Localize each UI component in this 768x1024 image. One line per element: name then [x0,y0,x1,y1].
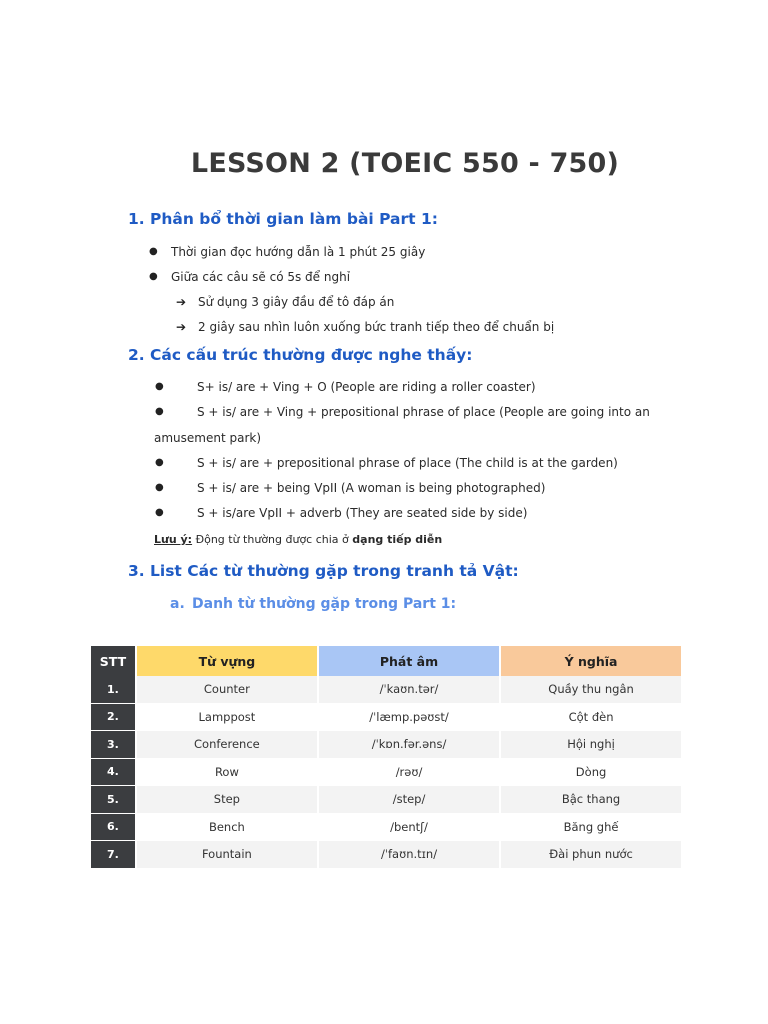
header-pronunciation: Phát âm [319,646,499,676]
row-number: 4. [91,759,135,787]
row-word: Bench [137,814,317,842]
row-meaning: Băng ghế [501,814,681,842]
note [154,533,442,546]
row-meaning: Hội nghị [501,731,681,759]
header-stt: STT [91,646,135,676]
row-meaning: Dòng [501,759,681,787]
section-1-bullet-1: Thời gian đọc hướng dẫn là 1 phút 25 giây [171,245,426,259]
arrow-right-icon: ➔ [176,320,187,334]
row-number: 5. [91,786,135,814]
section-2-bullet-3: S + is/ are + prepositional phrase of place (The child is at the garden) [197,456,618,470]
section-2-bullet-2: S + is/ are + Ving + prepositional phrase of place (People are going into an [197,405,650,419]
table-row [91,786,681,814]
row-word: Row [137,759,317,787]
row-number: 6. [91,814,135,842]
note-emphasis: dạng tiếp diễn [352,533,443,546]
bullet-icon: ● [155,482,164,493]
table-row [91,731,681,759]
bullet-icon: ● [149,271,158,282]
section-3a-heading [170,596,456,612]
row-pronunciation: /ˈlæmp.pəʊst/ [319,704,499,732]
row-pronunciation: /ˈkɒn.fər.əns/ [319,731,499,759]
section-3-heading [128,562,519,580]
section-3-title: List Các từ thường gặp trong tranh tả Vật: [150,562,519,580]
row-pronunciation: /rəʊ/ [319,759,499,787]
row-word: Conference [137,731,317,759]
vocabulary-table [89,646,683,869]
row-word: Lamppost [137,704,317,732]
row-word: Step [137,786,317,814]
table-row [91,759,681,787]
row-number: 3. [91,731,135,759]
section-3a-title: Danh từ thường gặp trong Part 1: [192,596,457,612]
section-1-title: Phân bổ thời gian làm bài Part 1: [150,210,438,228]
bullet-icon: ● [155,457,164,468]
table-row [91,676,681,704]
note-text: Động từ thường được chia ở [192,533,353,546]
row-meaning: Bậc thang [501,786,681,814]
section-1-arrow-2: 2 giây sau nhìn luôn xuống bức tranh tiếp theo để chuẩn bị [198,320,555,334]
page-title: LESSON 2 (TOEIC 550 - 750) [190,148,620,179]
section-2-title: Các cấu trúc thường được nghe thấy: [150,346,473,364]
section-3a-number: a. [170,596,185,612]
row-pronunciation: /step/ [319,786,499,814]
row-pronunciation: /ˈfaʊn.tɪn/ [319,841,499,869]
note-label: Lưu ý: [154,533,193,546]
section-2-number: 2. [128,346,145,364]
section-3-number: 3. [128,562,145,580]
section-1-bullet-2: Giữa các câu sẽ có 5s để nghỉ [171,270,351,284]
bullet-icon: ● [149,246,158,257]
section-2-bullet-2-continued: amusement park) [154,431,262,445]
section-2-bullet-5: S + is/are VpII + adverb (They are seated side by side) [197,506,528,520]
section-2-bullet-4: S + is/ are + being VpII (A woman is being photographed) [197,481,546,495]
row-number: 1. [91,676,135,704]
section-1-heading [128,210,438,228]
section-1-arrow-1: Sử dụng 3 giây đầu để tô đáp án [198,295,395,309]
table-row [91,841,681,869]
row-pronunciation: /ˈkaʊn.tər/ [319,676,499,704]
section-1-number: 1. [128,210,145,228]
bullet-icon: ● [155,406,164,417]
table-header-row [91,646,681,676]
row-meaning: Đài phun nước [501,841,681,869]
row-number: 2. [91,704,135,732]
bullet-icon: ● [155,507,164,518]
row-meaning: Cột đèn [501,704,681,732]
row-pronunciation: /bentʃ/ [319,814,499,842]
section-2-bullet-1: S+ is/ are + Ving + O (People are riding a roller coaster) [197,380,536,394]
table-row [91,814,681,842]
header-word: Từ vựng [137,646,317,676]
bullet-icon: ● [155,381,164,392]
row-word: Fountain [137,841,317,869]
row-number: 7. [91,841,135,869]
row-word: Counter [137,676,317,704]
header-meaning: Ý nghĩa [501,646,681,676]
row-meaning: Quầy thu ngân [501,676,681,704]
section-2-heading [128,346,472,364]
arrow-right-icon: ➔ [176,295,187,309]
table-row [91,704,681,732]
